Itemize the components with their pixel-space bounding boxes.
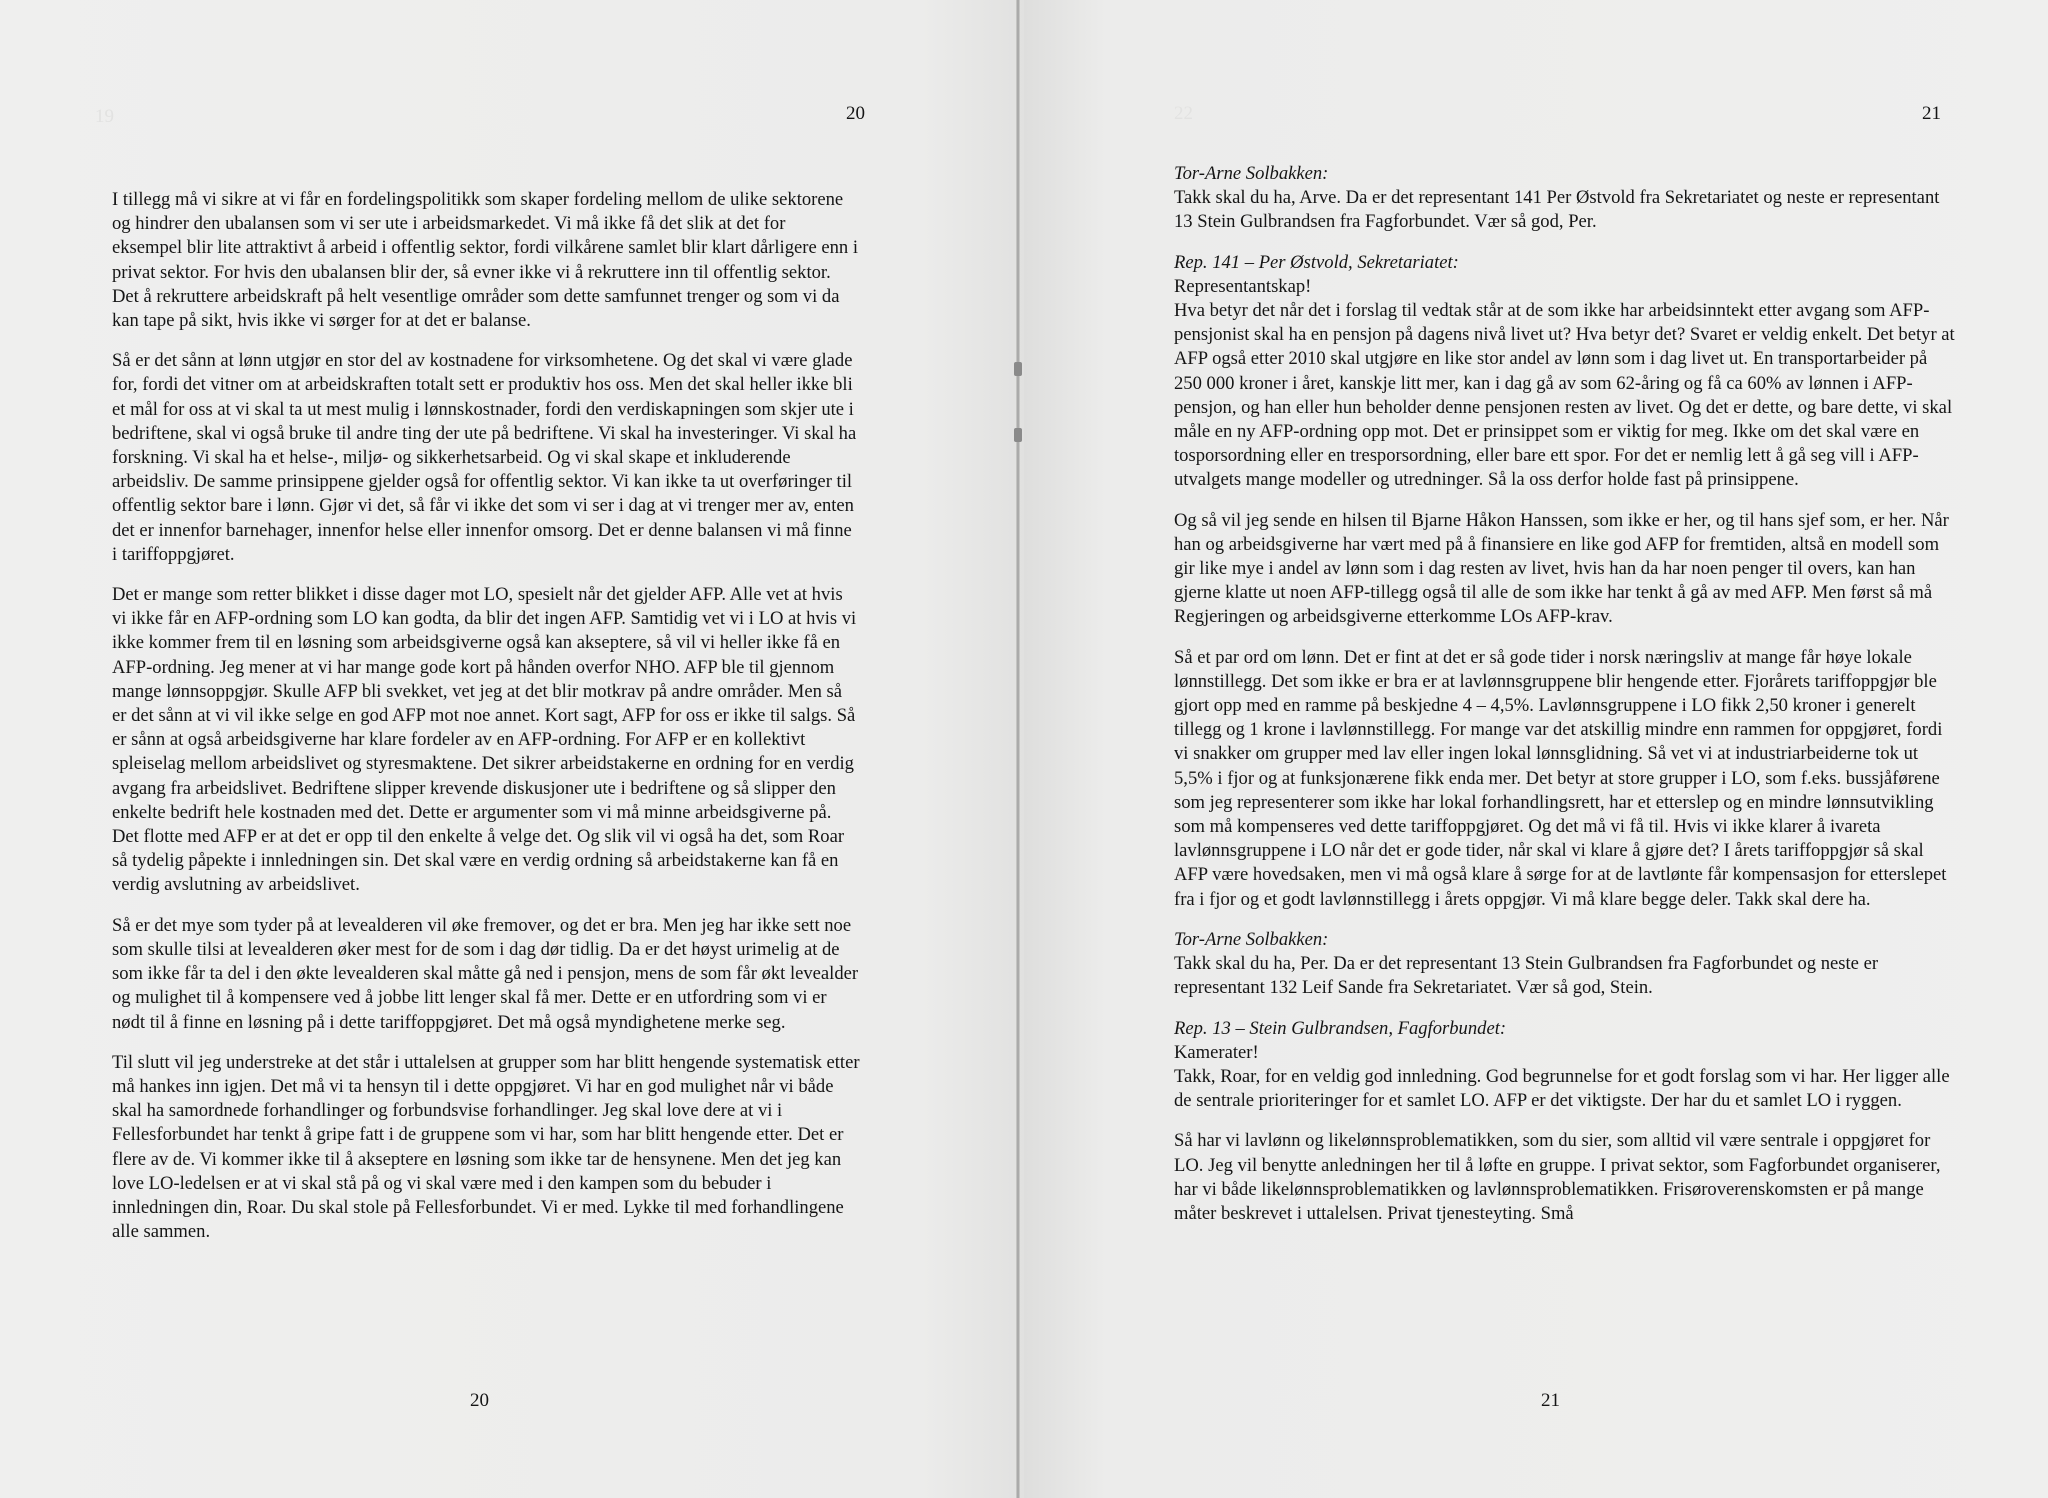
- speaker-name: Rep. 13 – Stein Gulbrandsen, Fagforbundet:: [1174, 1017, 1507, 1039]
- paragraph: Det er mange som retter blikket i disse dager mot LO, spesielt når det gjelder AFP. Alle vet at hvis vi ikke får en AFP-ordning som LO kan godta, da blir det ingen AFP. Samtidig vet vi i LO at hvis vi ikke kommer frem til en løsning som arbeidsgiverne også kan akseptere, så vil vi heller ikke få en AFP-ordning. Jeg mener at vi har mange gode kort på hånden overfor NHO. AFP ble til gjennom mange lønnsoppgjør. Skulle AFP bli svekket, vet jeg at det blir motkrav på andre områder. Men så er det sånn at vi vil ikke selge en god AFP mot noe annet. Kort sagt, AFP for oss er ikke til salgs. Så er sånn at også arbeidsgiverne har klare fordeler av en AFP-ordning. For AFP er en kollektivt spleiselag mellom arbeidslivet og styresmaktene. Det sikrer arbeidstakerne en ordning for en verdig avgang fra arbeidslivet. Bedriftene slipper krevende diskusjoner ute i bedriftene og så slipper den enkelte bedrift hele kostnaden med det. Dette er argumenter som vi må minne arbeidsgiverne på. Det flotte med AFP er at det er opp til den enkelte å velge det. Og slik vil vi også ha det, som Roar så tydelig påpekte i innledningen sin. Det skal være en verdig ordning så arbeidstakerne kan få en verdig avslutning av arbeidslivet.: [112, 584, 857, 896]
- speech-block: [1174, 509, 1958, 630]
- speech-text: Og så vil jeg sende en hilsen til Bjarne Håkon Hanssen, som ikke er her, og til hans sjef som, er her. Når han og arbeidsgiverne har vært med på å finansiere en like god AFP for fremtiden, altså en modell som gir like mye i andel av lønn som i dag resten av livet, hvis han da har noen penger til overs, kan han gjerne klatte ut noen AFP-tillegg også til alle de som ikke har tenkt å gå av med AFP. Men først så må Regjeringen og arbeidsgiverne etterkomme LOs AFP-krav.: [1174, 509, 1949, 628]
- right-top-page-number: 21: [1922, 103, 1941, 124]
- speech-block: [1174, 162, 1958, 235]
- paragraph: Til slutt vil jeg understreke at det står i uttalelsen at grupper som har blitt hengende systematisk etter må hankes inn igjen. Det må vi ta hensyn til i dette oppgjøret. Vi har en god mulighet når vi både skal ha samordnede forhandlinger og forbundsvise forhandlinger. Jeg skal love dere at vi i Fellesforbundet har tenkt å gripe fatt i de gruppene som vi har, som har blitt hengende etter. Det er flere av de. Vi kommer ikke til å akseptere en løsning som ikke tar de hensynene. Men det jeg kan love LO-ledelsen er at vi skal stå på og vi skal være med i den kampen som du bebuder i innledningen din, Roar. Du skal stole på Fellesforbundet. Vi er med. Lykke til med forhandlingene alle sammen.: [112, 1051, 860, 1243]
- speech-text: Så har vi lavlønn og likelønnsproblematikken, som du sier, som alltid vil være sentrale i oppgjøret for LO. Jeg vil benytte anledningen her til å løfte en gruppe. I privat sektor, som Fagforbundet organiserer, har vi både likelønnsproblematikken og lavlønnsproblematikken. Frisøroverenskomsten er på mange måter beskrevet i uttalelsen. Privat tjenesteyting. Små: [1174, 1130, 1941, 1224]
- staple: [1014, 428, 1022, 442]
- paragraph: Så er det mye som tyder på at levealderen vil øke fremover, og det er bra. Men jeg har ikke sett noe som skulle tilsi at levealderen øker mest for de som i dag dør tidlig. Da er det høyst urimelig at de som ikke får ta del i den økte levealderen skal måtte gå ned i pensjon, mens de som får økt levealder og mulighet til å kompensere ved å jobbe litt lenger skal få mer. Dette er en utfordring som vi er nødt til å finne en løsning på i dette tariffoppgjøret. Det må også myndighetene merke seg.: [112, 914, 859, 1033]
- staple: [1014, 362, 1022, 376]
- speaker-name: Rep. 141 – Per Østvold, Sekretariatet:: [1174, 251, 1459, 273]
- left-bottom-page-number: 20: [470, 1390, 489, 1411]
- left-top-page-number: 20: [846, 103, 865, 124]
- speech-block: [1174, 928, 1958, 1001]
- bleed-through-page-number: 22: [1174, 103, 1193, 124]
- speech-text: Så et par ord om lønn. Det er fint at det er så gode tider i norsk næringsliv at mange får høye lokale lønnstillegg. Det som ikke er bra er at lavlønnsgruppene blir hengende etter. Fjorårets tariffoppgjør ble gjort opp med en ramme på beskjedne 4 – 4,5%. Lavlønnsgruppene i LO fikk 2,50 kroner i generelt tillegg og 1 krone i lavlønnstillegg. For mange var det atskillig mindre enn rammen for oppgjøret, fordi vi snakker om grupper med lav eller ingen lokal lønnsglidning. Så vet vi at industriarbeiderne tok ut 5,5% i fjor og at funksjonærene fikk enda mer. Det betyr at store grupper i LO, som f.eks. bussjåførene som jeg representerer som ikke har lokal forhandlingsrett, har et etterslep og en mindre lønnsutvikling som må kompenseres ved dette tariffoppgjøret. Og det må vi få til. Hvis vi ikke klarer å ivareta lavlønnsgruppene i LO når det er gode tider, når skal vi klare å gjøre det? I årets tariffoppgjør så skal AFP være hovedsaken, men vi må også klare å sørge for at de lavtlønte får kompensasjon for etterslepet fra i fjor og et godt lavlønnstillegg i årets oppgjør. Vi må klare begge deler. Takk skal dere ha.: [1174, 646, 1947, 910]
- paragraph: Så er det sånn at lønn utgjør en stor del av kostnadene for virksomhetene. Og det skal vi være glade for, fordi det vitner om at arbeidskraften totalt sett er produktiv hos oss. Men det skal heller ikke bli et mål for oss at vi skal ta ut mest mulig i lønnskostnader, fordi den verdiskapningen som skjer ute i bedriftene, skal vi også bruke til andre ting der ute på bedriftene. Vi skal ha investeringer. Vi skal ha forskning. Vi skal ha et helse-, miljø- og sikkerhetsarbeid. Og vi skal skape et inkluderende arbeidsliv. De samme prinsippene gjelder også for offentlig sektor. Vi kan ikke ta ut overføringer til offentlig sektor bare i lønn. Gjør vi det, så får vi ikke det som vi ser i dag at vi trenger mer av, enten det er innenfor barnehager, innenfor helse eller innenfor omsorg. Det er denne balansen vi må finne i tariffoppgjøret.: [112, 350, 857, 565]
- speech-text: Takk skal du ha, Per. Da er det representant 13 Stein Gulbrandsen fra Fagforbundet og neste er representant 132 Leif Sande fra Sekretariatet. Vær så god, Stein.: [1174, 953, 1879, 999]
- book-spine: [1016, 0, 1020, 1498]
- speech-block: [1174, 1017, 1958, 1114]
- left-text-column: [112, 188, 860, 1260]
- bleed-through-page-number: 19: [95, 106, 114, 127]
- right-page: [1024, 0, 2048, 1498]
- speech-text: Hva betyr det når det i forslag til vedtak står at de som ikke har arbeidsinntekt etter avgang som AFP-pensjonist skal ha en pensjon på dagens nivå livet ut? Hva betyr det? Svaret er veldig enkelt. Det betyr at AFP også etter 2010 skal utgjøre en like stor andel av lønn som i dag livet ut. En transportarbeider på 250 000 kroner i året, kanskje litt mer, kan i dag gå av som 62-åring og få ca 60% av lønnen i AFP-pensjon, og han eller hun beholder denne pensjonen resten av livet. Og det er dette, og bare dette, vi skal måle en ny AFP-ordning opp mot. Det er prinsippet som er viktig for meg. Ikke om det skal være en tosporsordning eller en tresporsordning, eller bare ett spor. For det er nemlig lett å gå seg vill i AFP-utvalgets mange modeller og utredninger. Så la oss derfor holde fast på prinsippene.: [1174, 300, 1955, 491]
- speaker-name: Tor-Arne Solbakken:: [1174, 163, 1329, 184]
- speaker-name: Tor-Arne Solbakken:: [1174, 928, 1329, 950]
- speech-text: Takk, Roar, for en veldig god innledning. God begrunnelse for et godt forslag som vi har. Her ligger alle de sentrale prioriteringer for et samlet LO. AFP er det viktigste. Der har du et samlet LO i ryggen.: [1174, 1065, 1950, 1112]
- speech-block: [1174, 1129, 1958, 1226]
- paragraph: I tillegg må vi sikre at vi får en fordelingspolitikk som skaper fordeling mellom de ulike sektorene og hindrer den ubalansen som vi ser ute i arbeidsmarkedet. Vi må ikke få det slik at det for eksempel blir lite attraktivt å arbeid i offentlig sektor, fordi vilkårene samlet blir klart dårligere enn i privat sektor. For hvis den ubalansen blir der, så evner ikke vi å rekruttere inn til offentlig sektor. Det å rekruttere arbeidskraft på helt vesentlige områder som dette samfunnet trenger og som vi da kan tape på sikt, hvis ikke vi sørger for at det er balanse.: [112, 189, 859, 332]
- right-bottom-page-number: 21: [1541, 1390, 1560, 1411]
- right-text-column: [1174, 162, 1958, 1242]
- speech-block: [1174, 251, 1958, 493]
- speech-text: Kamerater!: [1174, 1041, 1259, 1063]
- speech-text: Takk skal du ha, Arve. Da er det representant 141 Per Østvold fra Sekretariatet og neste er representant 13 Stein Gulbrandsen fra Fagforbundet. Vær så god, Per.: [1174, 187, 1940, 233]
- speech-text: Representantskap!: [1174, 275, 1312, 297]
- speech-block: [1174, 646, 1958, 912]
